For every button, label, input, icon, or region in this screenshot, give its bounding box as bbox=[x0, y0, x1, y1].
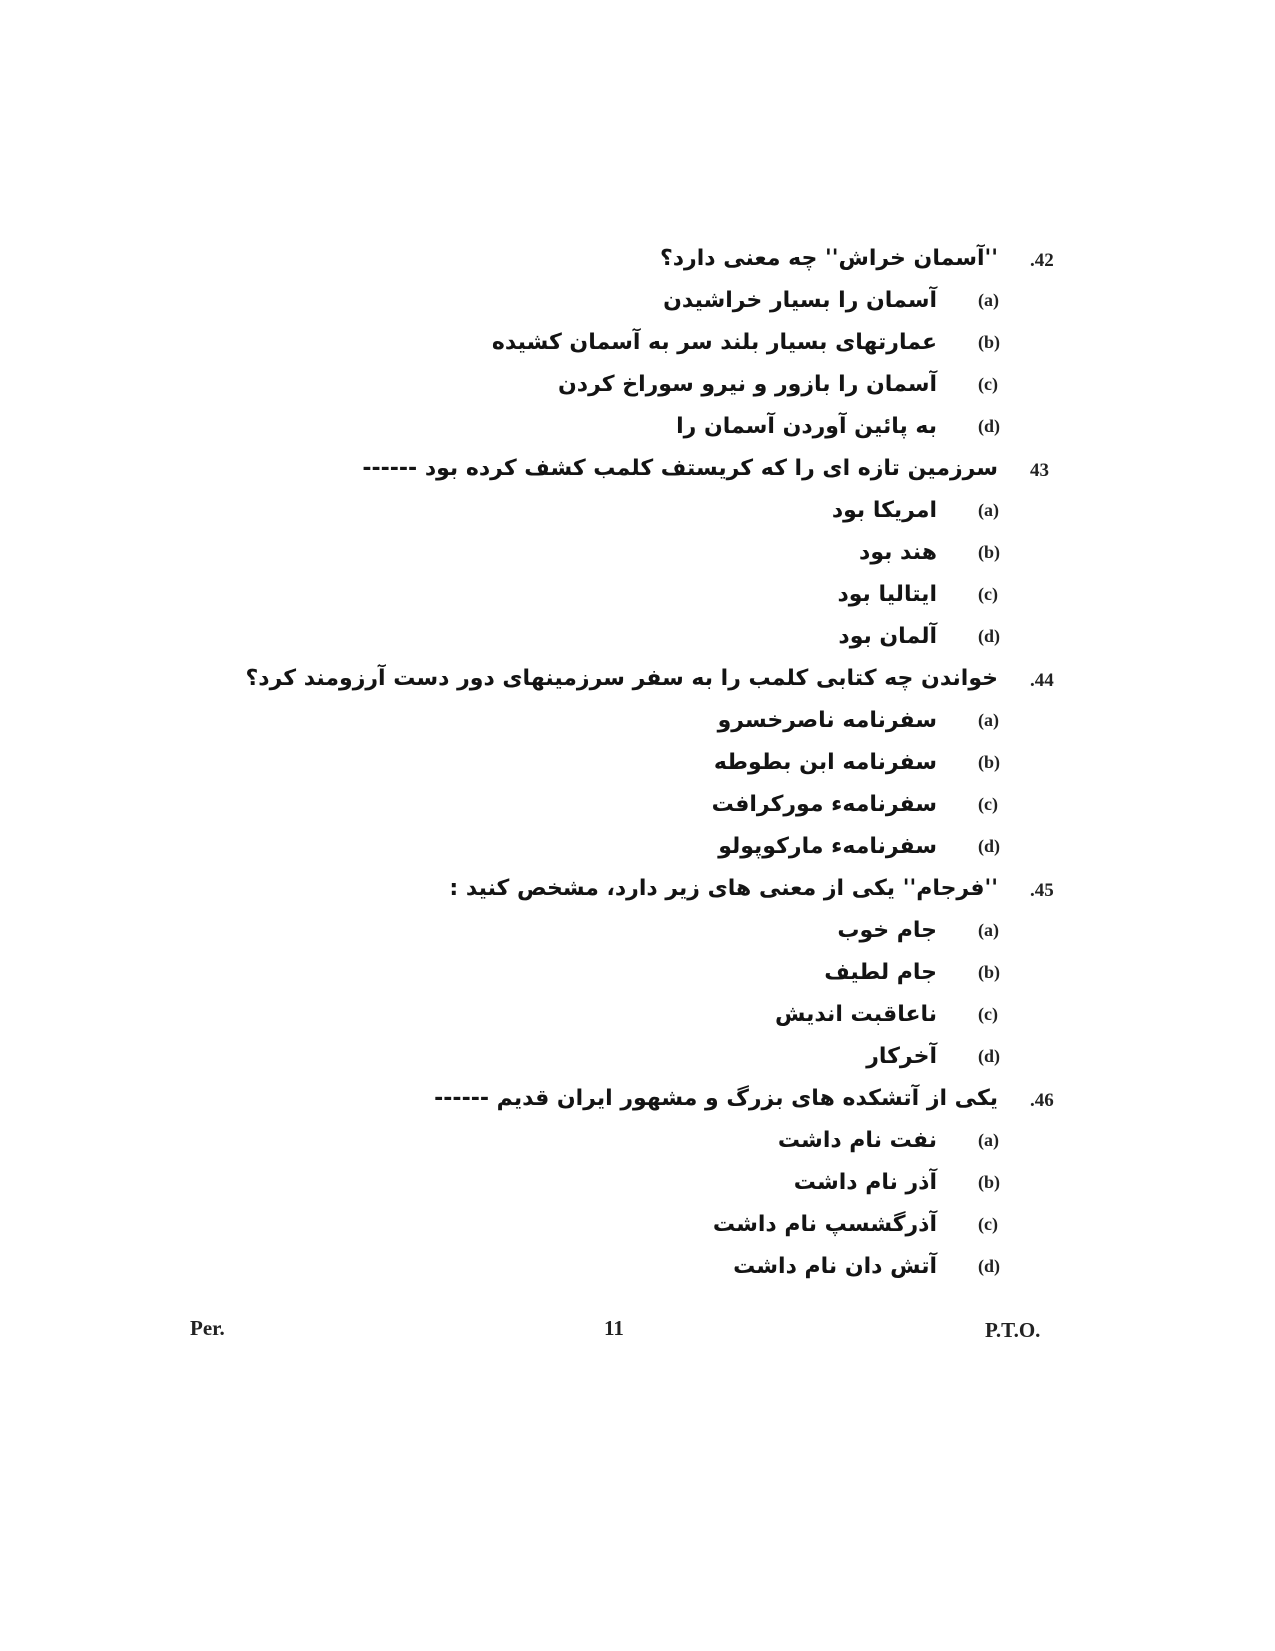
question-45 bbox=[0, 872, 1275, 916]
option-44-a bbox=[0, 704, 1275, 744]
question-43 bbox=[0, 452, 1275, 496]
option-44-b bbox=[0, 746, 1275, 786]
option-label: (d) bbox=[978, 416, 1000, 436]
question-number: .45 bbox=[1030, 880, 1054, 901]
option-text: امریکا بود bbox=[831, 498, 937, 523]
option-label: (a) bbox=[978, 500, 999, 520]
option-42-c bbox=[0, 368, 1275, 408]
option-46-d bbox=[0, 1250, 1275, 1290]
question-number: .44 bbox=[1030, 670, 1054, 691]
option-text: ایتالیا بود bbox=[837, 582, 937, 607]
question-44 bbox=[0, 662, 1275, 706]
option-text: آسمان را بازور و نیرو سوراخ کردن bbox=[558, 372, 937, 397]
option-text: سفرنامه ابن بطوطه bbox=[713, 750, 937, 775]
question-number: .46 bbox=[1030, 1090, 1054, 1111]
question-number: .42 bbox=[1030, 250, 1054, 271]
option-label: (b) bbox=[978, 962, 1000, 982]
option-44-c bbox=[0, 788, 1275, 828]
subject-code: Per. bbox=[190, 1316, 225, 1340]
question-text: ''آسمان خراش'' چه معنی دارد؟ bbox=[659, 246, 998, 271]
question-text: خواندن چه کتابی کلمب را به سفر سرزمینهای دور دست آرزومند کرد؟ bbox=[245, 666, 998, 691]
option-label: (a) bbox=[978, 290, 999, 310]
option-text: سفرنامه ناصرخسرو bbox=[717, 708, 937, 733]
page-number: 11 bbox=[604, 1316, 624, 1340]
option-text: آتش دان نام داشت bbox=[733, 1254, 937, 1279]
option-label: (d) bbox=[978, 836, 1000, 856]
option-43-d bbox=[0, 620, 1275, 660]
option-text: به پائین آوردن آسمان را bbox=[676, 414, 937, 439]
option-text: سفرنامهء مارکوپولو bbox=[718, 834, 937, 859]
question-text: یکی از آتشکده های بزرگ و مشهور ایران قدیم ------ bbox=[434, 1086, 998, 1111]
option-label: (a) bbox=[978, 1130, 999, 1150]
option-text: سفرنامهء مورکرافت bbox=[711, 792, 937, 817]
option-text: آذر نام داشت bbox=[793, 1170, 937, 1195]
option-text: آلمان بود bbox=[838, 624, 937, 649]
option-42-d bbox=[0, 410, 1275, 450]
option-label: (c) bbox=[978, 374, 998, 394]
option-45-d bbox=[0, 1040, 1275, 1080]
option-text: آخرکار bbox=[866, 1044, 937, 1069]
option-text: آسمان را بسیار خراشیدن bbox=[663, 288, 937, 313]
option-text: هند بود bbox=[859, 540, 937, 565]
option-label: (b) bbox=[978, 542, 1000, 562]
question-text: سرزمین تازه ای را که کریستف کلمب کشف کرده بود ------ bbox=[362, 456, 998, 481]
option-44-d bbox=[0, 830, 1275, 870]
option-text: نفت نام داشت bbox=[777, 1128, 937, 1153]
option-label: (c) bbox=[978, 584, 998, 604]
option-46-a bbox=[0, 1124, 1275, 1164]
option-label: (c) bbox=[978, 794, 998, 814]
option-label: (d) bbox=[978, 1256, 1000, 1276]
option-label: (a) bbox=[978, 920, 999, 940]
option-43-b bbox=[0, 536, 1275, 576]
option-label: (c) bbox=[978, 1004, 998, 1024]
option-text: ناعاقبت اندیش bbox=[774, 1002, 937, 1027]
option-45-b bbox=[0, 956, 1275, 996]
option-label: (d) bbox=[978, 1046, 1000, 1066]
option-label: (c) bbox=[978, 1214, 998, 1234]
option-label: (b) bbox=[978, 1172, 1000, 1192]
question-42 bbox=[0, 242, 1275, 286]
option-text: جام لطیف bbox=[824, 960, 937, 985]
option-label: (a) bbox=[978, 710, 999, 730]
option-label: (d) bbox=[978, 626, 1000, 646]
option-label: (b) bbox=[978, 332, 1000, 352]
option-42-a bbox=[0, 284, 1275, 324]
option-42-b bbox=[0, 326, 1275, 366]
option-46-c bbox=[0, 1208, 1275, 1248]
option-45-c bbox=[0, 998, 1275, 1038]
please-turn-over: P.T.O. bbox=[985, 1318, 1041, 1342]
option-text: آذرگشسپ نام داشت bbox=[712, 1212, 937, 1237]
question-text: ''فرجام'' یکی از معنی های زیر دارد، مشخص کنید : bbox=[449, 876, 998, 901]
option-text: جام خوب bbox=[837, 918, 937, 943]
option-45-a bbox=[0, 914, 1275, 954]
option-43-c bbox=[0, 578, 1275, 618]
option-label: (b) bbox=[978, 752, 1000, 772]
option-43-a bbox=[0, 494, 1275, 534]
question-number: 43 bbox=[1030, 460, 1049, 481]
question-46 bbox=[0, 1082, 1275, 1126]
option-text: عمارتهای بسیار بلند سر به آسمان کشیده bbox=[491, 330, 937, 355]
option-46-b bbox=[0, 1166, 1275, 1206]
